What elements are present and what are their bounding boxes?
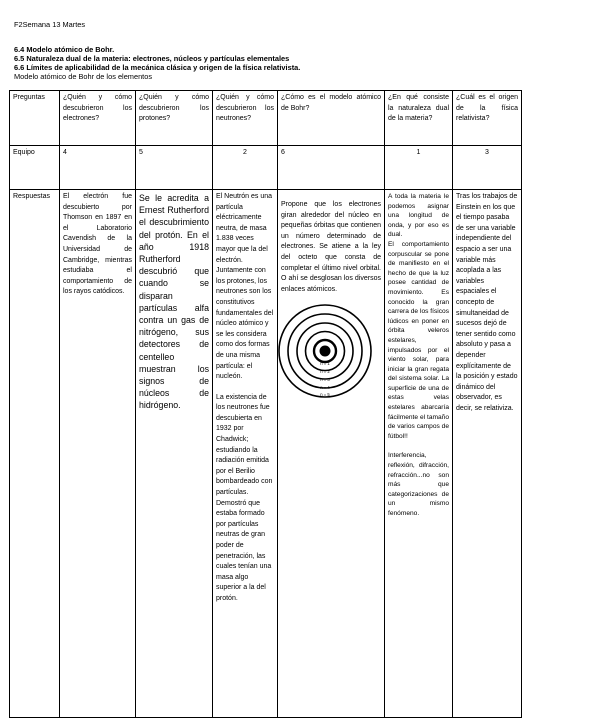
team-protons: 5 — [136, 146, 213, 190]
subtitle: Modelo atómico de Bohr de los elementos — [14, 72, 153, 81]
answer-dual-p1: A toda la materia le podemos asignar una longitud de onda, y por eso es dual. — [388, 193, 449, 239]
question-bohr: ¿Cómo es el modelo atómico de Bohr? — [278, 91, 385, 146]
answer-dual-p3: Interferencia, reflexión, difracción, refracción...no son más que categorizaciones de un mismo fenómeno. — [388, 452, 449, 517]
answer-electrons: El electrón fue descubierto por Thomson en 1897 en el Laboratorio Cavendish de la Universidad de Cambridge, mientras estudiaba el comportamiento de los rayos catódicos. — [60, 190, 136, 718]
bohr-nucleus — [320, 346, 331, 357]
answer-neutrons-p1: El Neutrón es una partícula eléctricamente neutra, de masa 1.838 veces mayor que la del electrón. Juntamente con los protones, los neutrones son los constitutivos fundamentales del núcleo atómico y se les considera como dos formas de una misma partícula: el nucleón. — [216, 193, 274, 381]
team-electrons: 4 — [60, 146, 136, 190]
team-relativity: 3 — [453, 146, 522, 190]
shell-label-5: n = 5 — [320, 392, 330, 398]
week-label: F2Semana 13 Martes — [14, 20, 86, 29]
question-relativity: ¿Cuál es el origen de la física relativista? — [453, 91, 522, 146]
answer-dual-p2: El comportamiento corpuscular se pone de manifiesto en el hecho de que la luz posee cantidad de movimiento. Es conocido la gran carrera de los físicos lúdicos en poner en órbita veleros estelares, impulsados por el viento solar, para iniciar la gran regata del sistema solar. La superficie de una de estas velas estelares abarcaría fácilmente el tamaño de varios campos de fútbol!! — [388, 240, 449, 440]
answer-protons: Se le acredita a Ernest Rutherford el descubrimiento del protón. En el año 1918 Rutherford descubrió que cuando se disparan partículas alfa contra un gas de nitrógeno, sus detectores de centelleo muestran los signos de núcleos de hidrógeno. — [136, 190, 213, 718]
answer-dual — [385, 190, 453, 718]
question-protons: ¿Quién y cómo descubrieron los protones? — [136, 91, 213, 146]
topic-6-4: 6.4 Modelo atómico de Bohr. — [14, 45, 115, 54]
team-neutrons: 2 — [213, 146, 278, 190]
topic-6-6: 6.6 Límites de aplicabilidad de la mecánica clásica y origen de la física relativista. — [14, 63, 301, 72]
question-dual: ¿En qué consiste la naturaleza dual de la materia? — [385, 91, 453, 146]
question-neutrons: ¿Quién y cómo descubrieron los neutrones? — [213, 91, 278, 146]
team-dual: 1 — [385, 146, 453, 190]
shell-label-1: n = 1 — [320, 361, 330, 367]
answers-row — [10, 190, 522, 718]
row-header-equipo: Equipo — [10, 146, 60, 190]
answer-relativity: Tras los trabajos de Einstein en los que el tiempo pasaba de ser una variable independiente del espacio a ser una variable más acoplada a las variables espaciales el concepto de simultaneidad de sucesos dejó de tener sentido como absoluto y pasa a depender explícitamente de la posición y estado dinámico del observador, es decir, se relativiza. — [453, 190, 522, 718]
row-header-preguntas: Preguntas — [10, 91, 60, 146]
shell-label-4: n = 4 — [320, 385, 330, 391]
shell-label-3: n = 3 — [320, 377, 330, 383]
questions-row — [10, 91, 522, 146]
answer-neutrons-p2: La existencia de los neutrones fue descubierta en 1932 por Chadwick; estudiando la radiación emitida por el Berilio bombardeado con partículas. Demostró que estaba formado por partículas neutras de gran poder de penetración, las cuales tenían una masa algo superior a la del protón. — [216, 393, 273, 602]
answer-bohr-text: Propone que los electrones giran alrededor del núcleo en pequeñas órbitas que contienen un número determinado de electrones. Se atiene a la ley del octeto que consta de completar el último nivel orbital. O ahí se desglosan los diversos enlaces atómicos. — [281, 201, 381, 293]
bohr-model-diagram — [278, 303, 374, 399]
answer-neutrons — [213, 190, 278, 718]
shell-label-2: n = 2 — [320, 369, 330, 375]
team-bohr: 6 — [278, 146, 385, 190]
teams-row — [10, 146, 522, 190]
question-electrons: ¿Quién y cómo descubrieron los electrones? — [60, 91, 136, 146]
row-header-respuestas: Respuestas — [10, 190, 60, 718]
questions-table — [9, 90, 522, 718]
topic-6-5: 6.5 Naturaleza dual de la materia: electrones, núcleos y partículas elementales — [14, 54, 290, 63]
answer-bohr — [278, 190, 385, 718]
